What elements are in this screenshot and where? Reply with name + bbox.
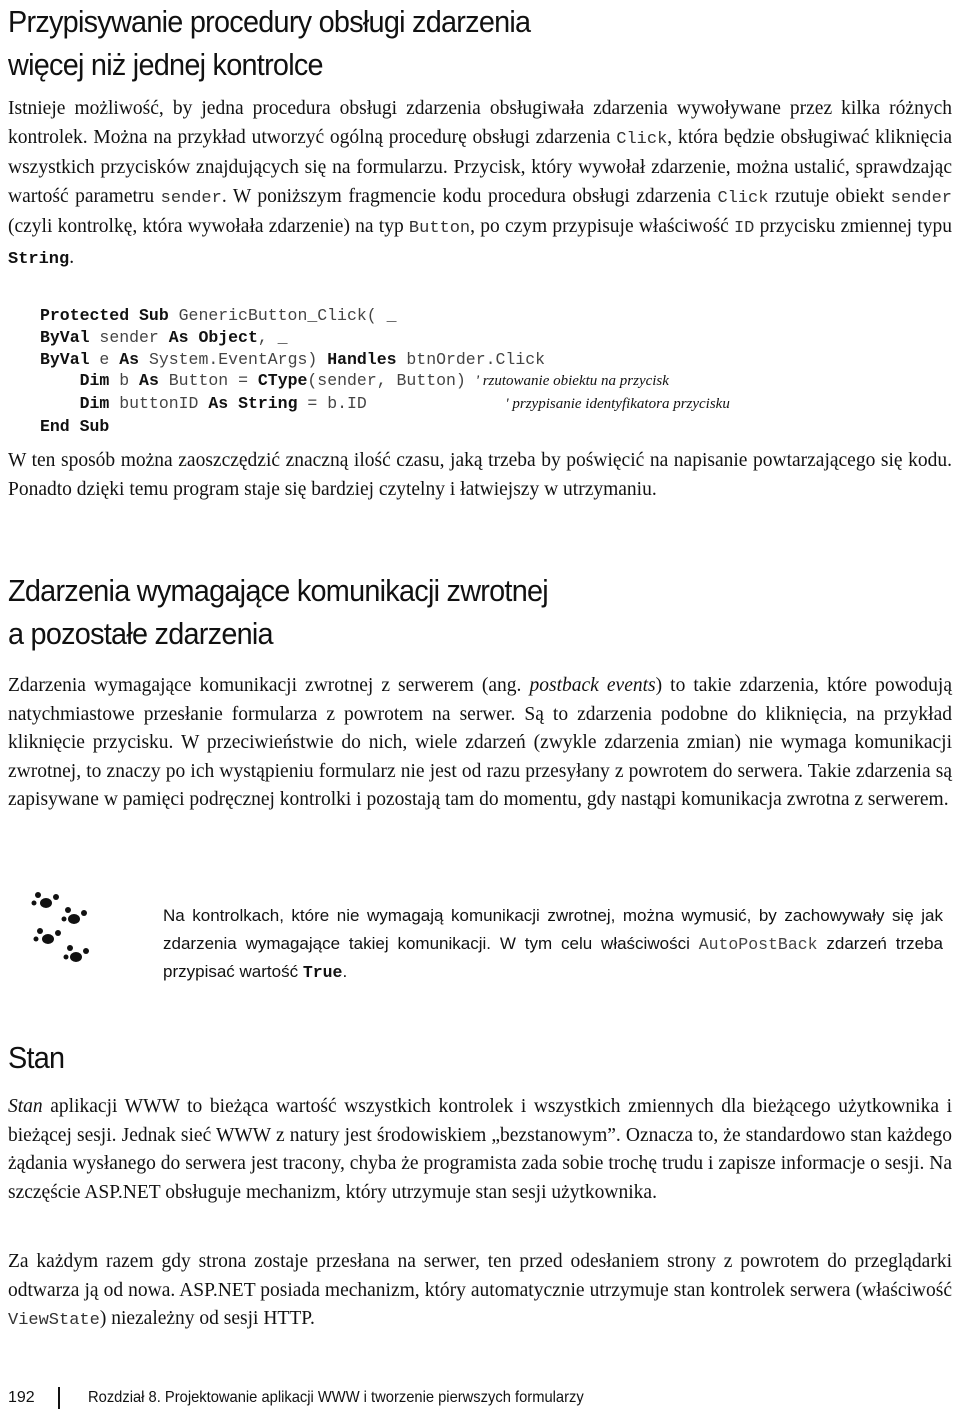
paw-prints-icon [26,889,96,969]
paragraph-viewstate: Za każdym razem gdy strona zostaje przesłana na serwer, ten przed odesłaniem strony z powrotem do przeglądarki odtwarza ją od nowa. ASP.NET posiada mechanizm, który automatycznie utrzymuje stan kontrolek serwera (właściwość ViewState) niezależny od sesji HTTP. [8,1251,952,1330]
paragraph-state-definition: Stan aplikacji WWW to bieżąca wartość wszystkich kontrolek i wszystkich zmiennych dla bieżącego użytkownika i bieżącej sesji. Jednak sieć WWW z natury jest środowiskiem „bezstanowym”. Oznacza to, że standardowo stan każdego żądania wysłanego do serwera jest tracony, chyba że programista zada sobie trochę trudu i zapisze informacje o sesji. Na szczęście ASP.NET obsługuje mechanizm, który utrzymuje stan sesji użytkownika. [8,1096,952,1203]
section-title-handler-multiple-controls: Przypisywanie procedury obsługi zdarzenia więcej niż jednej kontrolce [8,4,531,82]
paragraph-postback-explanation: Zdarzenia wymagające komunikacji zwrotnej z serwerem (ang. postback events) to takie zdarzenia, które powodują natychmiastowe przesłanie formularza z powrotem na serwer. Są to zdarzenia podobne do kliknięcia, na przykład kliknięcie przycisku. W przeciwieństwie do nich, wiele zdarzeń (zwykle zdarzenia zmian) nie wymaga komunikacji zwrotnej, to znaczy po ich wystąpieniu formularz nie jest od razu przesyłany z powrotem do serwera. Takie zdarzenia są zapisywane w pamięci podręcznej kontrolki i pozostają tam do momentu, gdy nastąpi komunikacja zwrotna z serwerem. [8,675,953,810]
paragraph-handler-intro: Istnieje możliwość, by jedna procedura obsługi zdarzenia obsługiwała zdarzenia wywoływane przez kilka różnych kontrolek. Można na przykład utworzyć ogólną procedurę obsługi zdarzenia Click, która będzie obsługiwać kliknięcia wszystkich przycisków znajdujących się na formularzu. Przycisk, który wywołał zdarzenie, można ustalić, sprawdzając wartość parametru sender. W poniższym fragmencie kodu procedura obsługi zdarzenia Click rzutuje obiekt sender (czyli kontrolkę, która wywołała zdarzenie) na typ Button, po czym przypisuje właściwość ID przycisku zmiennej typu String. [8,98,953,269]
tip-note-text: Na kontrolkach, które nie wymagają komunikacji zwrotnej, można wymusić, by zachowywały się jak zdarzenia wymagające takiej komunikacji. W tym celu właściwości AutoPostBack zdarzeń trzeba przypisać wartość True. [163,906,943,982]
paragraph-time-saving: W ten sposób można zaoszczędzić znaczną ilość czasu, jaką trzeba by poświęcić na napisanie powtarzającego się kodu. Ponadto dzięki temu program staje się bardziej czytelny i łatwiejszy w utrzymaniu. [8,450,952,500]
section-title-state: Stan [8,1040,65,1075]
code-listing: Protected Sub GenericButton_Click( _ ByVal sender As Object, _ ByVal e As System.EventArgs) Handles btnOrder.Click Dim b As Button = CType(sender, Button) ' rzutowanie obiektu na przycisk Dim buttonID As String = b.ID ' przypisanie identyfikatora przycisku End Sub [40,306,730,436]
footer-divider [58,1387,60,1409]
page-footer [8,1383,627,1413]
section-title-postback-events: Zdarzenia wymagające komunikacji zwrotnej a pozostałe zdarzenia [8,573,548,651]
tip-note [8,885,952,985]
page-number: 192 [8,1389,35,1406]
chapter-title: Rozdział 8. Projektowanie aplikacji WWW i tworzenie pierwszych formularzy [88,1389,584,1406]
